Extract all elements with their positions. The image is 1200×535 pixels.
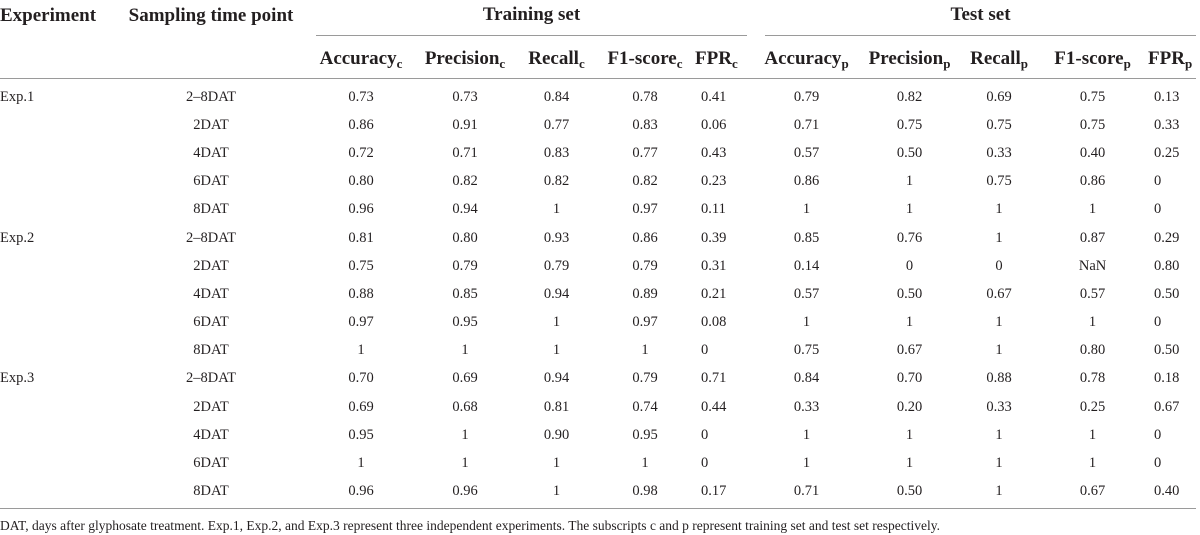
value-cell: 0.94 [543,370,570,387]
table-row [0,252,1196,280]
value-cell: 0.69 [986,88,1012,105]
metric-subscript: p [943,56,951,71]
value-cell: 1 [905,455,914,472]
header-metric-precision-c [412,40,518,78]
value-cell: 1 [641,455,649,472]
value-cell: 0 [1154,426,1162,443]
header-metric-f1-score-c [595,40,695,78]
metric-name: F1-score [1054,48,1124,69]
sampling-time-cell: 8DAT [193,201,229,218]
value-cell: 0.80 [348,173,374,190]
value-cell: 0.73 [452,88,478,105]
value-cell: 0.50 [1154,342,1180,359]
table-row [0,79,1196,112]
value-cell: 0.79 [452,257,478,274]
header-metric-fpr-p [1148,40,1196,78]
metric-subscript: p [1184,56,1193,71]
value-cell: 1 [552,483,561,500]
value-cell: 0 [1154,455,1162,472]
value-cell: 0.85 [452,285,478,302]
value-cell: 0.86 [793,173,820,190]
value-cell: 1 [905,201,914,218]
value-cell: 0.31 [701,257,727,274]
value-cell: 0.77 [543,116,570,133]
value-cell: 0.79 [632,257,658,274]
metric-name: Accuracy [764,48,842,69]
metric-name: F1-score [607,48,677,69]
value-cell: 0.50 [1154,285,1180,302]
table-row [0,365,1196,393]
value-cell: 1 [461,342,469,359]
table-row [0,337,1196,365]
value-cell: 1 [1088,455,1097,472]
header-metric-accuracy-p [755,40,858,78]
value-cell: 0.80 [1154,257,1180,274]
value-cell: 0.40 [1154,483,1180,500]
header-metric-recall-p [961,40,1037,78]
value-cell: 1 [357,342,365,359]
sampling-time-cell: 2–8DAT [186,88,236,105]
value-cell: 0.73 [348,88,374,105]
value-cell: 1 [552,342,561,359]
metric-name: FPR [695,48,732,69]
value-cell: 0.79 [543,257,570,274]
value-cell: 0.78 [632,88,658,105]
value-cell: 1 [1088,314,1097,331]
value-cell: 0.78 [1079,370,1106,387]
sampling-time-cell: 6DAT [193,314,229,331]
metric-subscript: p [1020,56,1028,71]
experiment-cell [0,337,112,365]
value-cell: 1 [802,314,811,331]
sampling-time-cell: 6DAT [193,455,229,472]
value-cell: 0.86 [1079,173,1106,190]
value-cell: 0.06 [701,116,727,133]
value-cell: 0.75 [1079,116,1106,133]
value-cell: 0.89 [632,285,658,302]
value-cell: 0.75 [896,116,923,133]
metric-name: Precision [424,48,500,69]
experiment-cell [0,139,112,167]
value-cell: 0.77 [632,144,658,161]
metric-subscript: c [676,56,683,71]
value-cell: 0 [701,426,709,443]
value-cell: 0.97 [632,314,658,331]
value-cell: 0.08 [701,314,727,331]
table-row [0,478,1196,506]
value-cell: 0.86 [632,229,658,246]
value-cell: 1 [552,455,561,472]
value-cell: 0.67 [1079,483,1106,500]
value-cell: 0.79 [793,88,820,105]
value-cell: 1 [995,483,1003,500]
value-cell: 0.74 [632,398,658,415]
value-cell: 0.70 [348,370,374,387]
sampling-time-cell: 2–8DAT [186,370,236,387]
experiment-cell: Exp.2 [0,229,35,246]
header-metric-accuracy-c [310,40,412,78]
table-row [0,421,1196,449]
value-cell: 0.96 [348,201,374,218]
value-cell: 0.75 [348,257,374,274]
value-cell: 0.33 [1154,116,1180,133]
value-cell: 0.50 [896,285,923,302]
metric-name: FPR [1148,48,1185,69]
metric-name: Accuracy [319,48,397,69]
value-cell: 0.93 [543,229,570,246]
sampling-time-cell: 2–8DAT [186,229,236,246]
table-row [0,168,1196,196]
sampling-time-cell: 2DAT [193,398,229,415]
sampling-time-cell: 8DAT [193,342,229,359]
table-row [0,309,1196,337]
value-cell: 0.40 [1079,144,1106,161]
value-cell: 0.83 [543,144,570,161]
value-cell: 0.72 [348,144,374,161]
value-cell: 0.29 [1154,229,1180,246]
value-cell: 0.20 [896,398,923,415]
value-cell: 0.75 [986,116,1012,133]
value-cell: 0.25 [1079,398,1106,415]
value-cell: 1 [995,314,1003,331]
value-cell: 0.94 [452,201,478,218]
sampling-time-cell: 2DAT [193,116,229,133]
value-cell: 0.71 [452,144,478,161]
value-cell: 0.67 [896,342,923,359]
experiment-cell [0,478,112,506]
table-row [0,111,1196,139]
value-cell: 1 [641,342,649,359]
metric-subscript: p [841,56,849,71]
value-cell: 0.71 [701,370,727,387]
experiment-cell: Exp.1 [0,88,35,105]
metric-name: Precision [868,48,944,69]
value-cell: 0 [701,455,709,472]
table-body [0,79,1196,506]
header-metric-recall-c [518,40,595,78]
header-metric-f1-score-p [1037,40,1148,78]
value-cell: 0.67 [986,285,1012,302]
value-cell: 0.98 [632,483,658,500]
table-footnote: DAT, days after glyphosate treatment. Exp.1, Exp.2, and Exp.3 represent three independent experiments. The subscripts c and p represent training set and test set respectively. [0,508,1196,534]
value-cell: 1 [802,426,811,443]
value-cell: 0 [1154,201,1162,218]
value-cell: 0 [995,257,1003,274]
value-cell: 1 [995,342,1003,359]
value-cell: 0.96 [452,483,478,500]
value-cell: 0.71 [793,116,820,133]
value-cell: 1 [905,173,914,190]
header-test-set [755,0,1196,40]
table-header [0,0,1196,79]
value-cell: 0.69 [348,398,374,415]
table-row [0,449,1196,477]
training-set-label: Training set [316,4,747,36]
value-cell: 0.90 [543,426,570,443]
value-cell: 0.44 [701,398,727,415]
value-cell: 0.82 [632,173,658,190]
value-cell: 0.75 [1079,88,1106,105]
value-cell: NaN [1078,257,1107,274]
value-cell: 1 [552,201,561,218]
value-cell: 1 [1088,201,1097,218]
table-row [0,139,1196,167]
value-cell: 0.18 [1154,370,1180,387]
value-cell: 1 [995,201,1003,218]
value-cell: 0.84 [543,88,570,105]
value-cell: 0.71 [793,483,820,500]
value-cell: 0.33 [986,144,1012,161]
value-cell: 0.95 [632,426,658,443]
table-row [0,196,1196,224]
sampling-time-cell: 6DAT [193,173,229,190]
value-cell: 0.57 [1079,285,1106,302]
experiment-cell [0,168,112,196]
value-cell: 1 [461,455,469,472]
value-cell: 0.13 [1154,88,1180,105]
sampling-time-cell: 8DAT [193,483,229,500]
value-cell: 0.80 [1079,342,1106,359]
value-cell: 0.23 [701,173,727,190]
value-cell: 0.69 [452,370,478,387]
metric-name: Recall [970,48,1021,69]
test-set-label: Test set [765,4,1196,36]
metric-subscript: c [396,56,403,71]
header-training-set [310,0,755,40]
value-cell: 0.81 [348,229,374,246]
value-cell: 0.33 [793,398,820,415]
header-metric-fpr-c [695,40,755,78]
value-cell: 0.57 [793,144,820,161]
value-cell: 0.21 [701,285,727,302]
experiment-cell [0,421,112,449]
value-cell: 0.39 [701,229,727,246]
header-experiment: Experiment [0,5,97,26]
value-cell: 0.57 [793,285,820,302]
value-cell: 1 [1088,426,1097,443]
metric-name: Recall [528,48,579,69]
value-cell: 0.75 [986,173,1012,190]
value-cell: 0.82 [896,88,923,105]
header-sampling-time-point: Sampling time point [128,5,294,26]
value-cell: 0.82 [543,173,570,190]
experiment-cell [0,280,112,308]
value-cell: 0.68 [452,398,478,415]
value-cell: 1 [995,229,1003,246]
header-metric-precision-p [858,40,961,78]
value-cell: 0.82 [452,173,478,190]
value-cell: 0.95 [452,314,478,331]
value-cell: 0 [1154,314,1162,331]
metric-subscript: c [731,56,738,71]
value-cell: 0.43 [701,144,727,161]
experiment-cell [0,393,112,421]
value-cell: 0.96 [348,483,374,500]
value-cell: 0.94 [543,285,570,302]
value-cell: 0.76 [896,229,923,246]
experiment-cell [0,196,112,224]
value-cell: 1 [802,201,811,218]
value-cell: 0.25 [1154,144,1180,161]
value-cell: 1 [357,455,365,472]
metric-subscript: c [578,56,585,71]
value-cell: 0.67 [1154,398,1180,415]
experiment-cell [0,309,112,337]
sampling-time-cell: 4DAT [193,426,229,443]
experiment-cell [0,252,112,280]
value-cell: 0.50 [896,483,923,500]
value-cell: 0.95 [348,426,374,443]
value-cell: 1 [802,455,811,472]
value-cell: 0.84 [793,370,820,387]
value-cell: 0.97 [348,314,374,331]
value-cell: 0.91 [452,116,478,133]
value-cell: 0 [1154,173,1162,190]
value-cell: 0.85 [793,229,820,246]
value-cell: 0.75 [793,342,820,359]
sampling-time-cell: 4DAT [193,285,229,302]
value-cell: 0 [905,257,914,274]
value-cell: 0.70 [896,370,923,387]
value-cell: 0.83 [632,116,658,133]
value-cell: 1 [552,314,561,331]
experiment-cell: Exp.3 [0,370,35,387]
value-cell: 0.41 [701,88,727,105]
value-cell: 0.50 [896,144,923,161]
experiment-cell [0,111,112,139]
value-cell: 0 [701,342,709,359]
value-cell: 0.87 [1079,229,1106,246]
metric-subscript: p [1123,56,1131,71]
value-cell: 0.11 [701,201,726,218]
value-cell: 0.80 [452,229,478,246]
value-cell: 1 [461,426,469,443]
sampling-time-cell: 2DAT [193,257,229,274]
value-cell: 0.86 [348,116,374,133]
sampling-time-cell: 4DAT [193,144,229,161]
value-cell: 0.14 [793,257,820,274]
value-cell: 0.88 [348,285,374,302]
value-cell: 0.88 [986,370,1012,387]
value-cell: 0.33 [986,398,1012,415]
table-row [0,224,1196,252]
value-cell: 1 [905,314,914,331]
experiment-cell [0,449,112,477]
value-cell: 1 [995,426,1003,443]
table-row [0,393,1196,421]
value-cell: 1 [905,426,914,443]
value-cell: 0.79 [632,370,658,387]
value-cell: 0.81 [543,398,570,415]
table-row [0,280,1196,308]
metric-subscript: c [499,56,506,71]
value-cell: 0.97 [632,201,658,218]
value-cell: 0.17 [701,483,727,500]
value-cell: 1 [995,455,1003,472]
